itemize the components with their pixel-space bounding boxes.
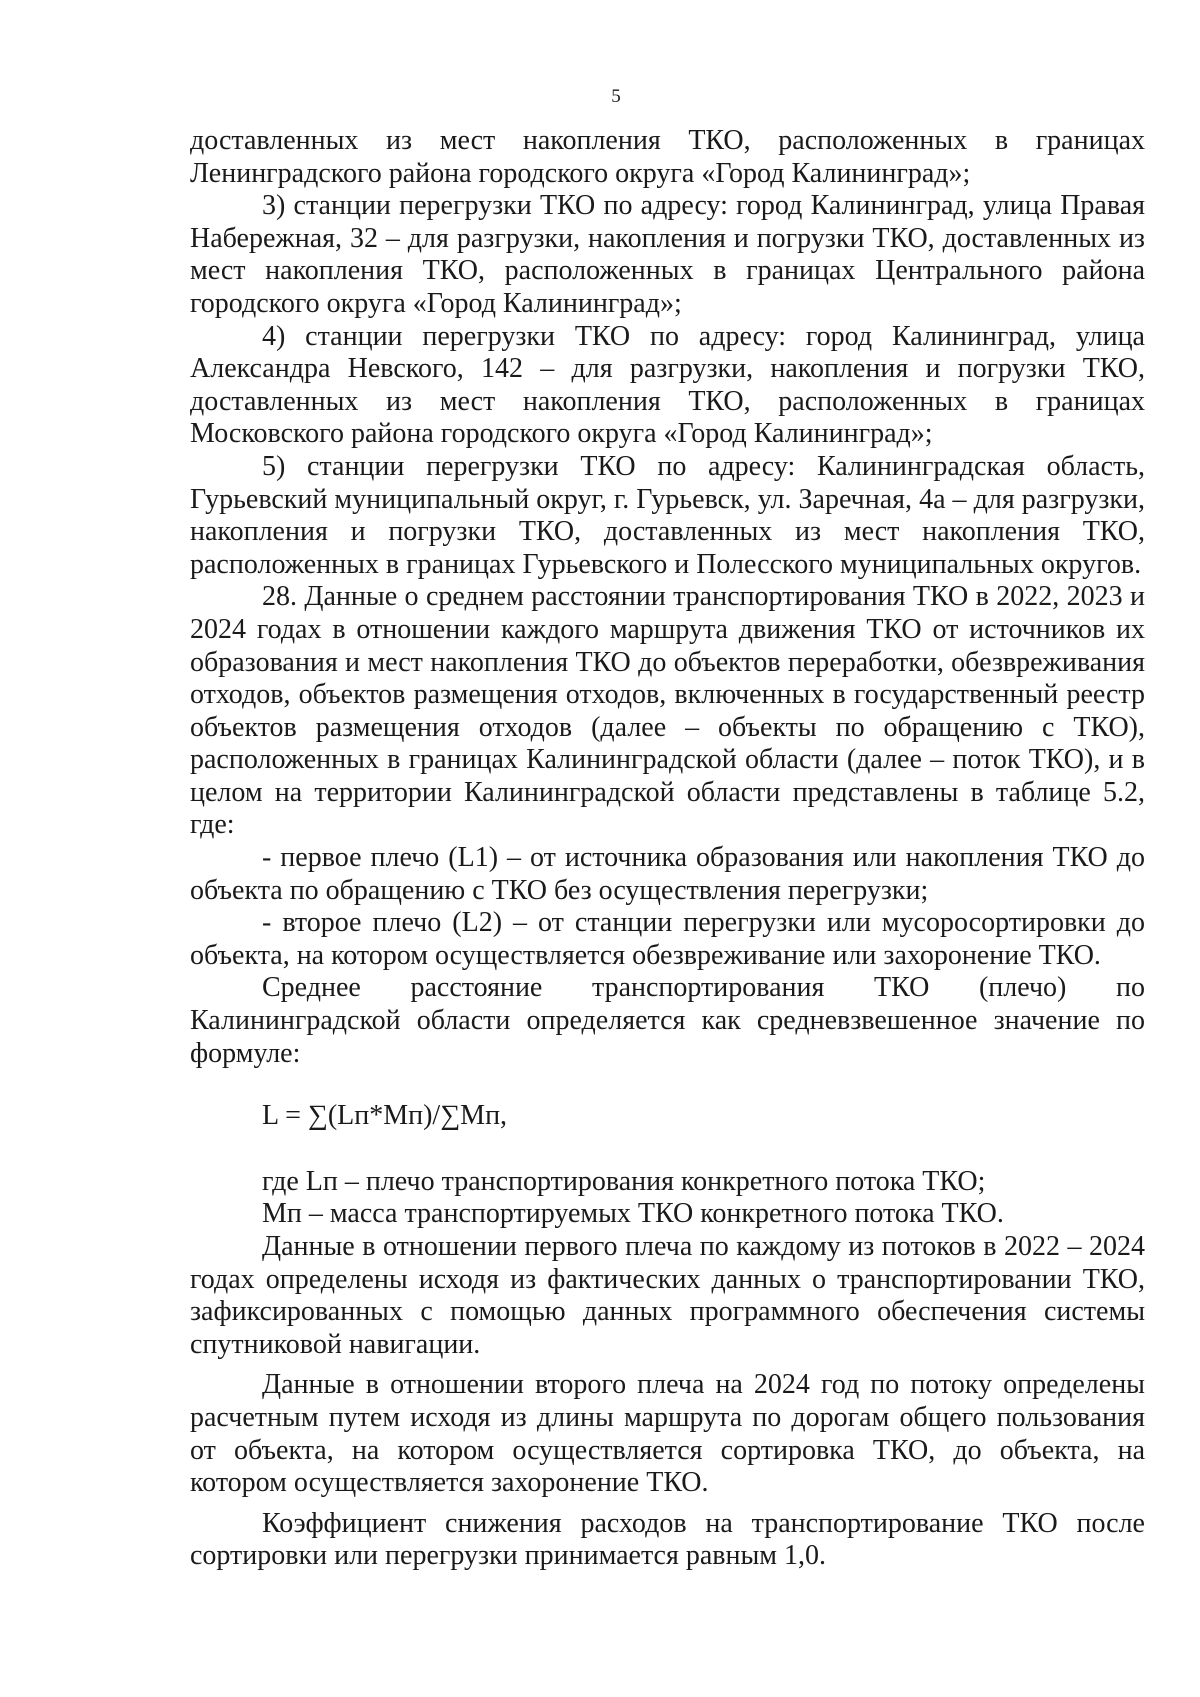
paragraph-coefficient: Коэффициент снижения расходов на транспортирование ТКО после сортировки или перегрузки принимается равным 1,0.: [190, 1507, 1145, 1572]
paragraph-where-mn: Мп – масса транспортируемых ТКО конкретного потока ТКО.: [262, 1198, 1004, 1230]
paragraph-second-leg: - второе плечо (L2) – от станции перегрузки или мусоросортировки до объекта, на котором осуществляется обезвреживание или захоронение ТКО.: [190, 907, 1145, 971]
paragraph-where-ln: где Lп – плечо транспортирования конкретного потока ТКО;: [262, 1165, 986, 1197]
paragraph-section-28: 28. Данные о среднем расстоянии транспортирования ТКО в 2022, 2023 и 2024 годах в отношении каждого маршрута движения ТКО от источников их образования и мест накопления ТКО до объектов переработки, обезвреживания отходов, объектов размещения отходов, включенных в государственный реестр объектов размещения отходов (далее – объекты по обращению с ТКО), расположенных в границах Калининградской области (далее – поток ТКО), и в целом на территории Калининградской области представлены в таблице 5.2, где:: [190, 581, 1145, 841]
paragraph-item-3: 3) станции перегрузки ТКО по адресу: город Калининград, улица Правая Набережная, 32 – для разгрузки, накопления и погрузки ТКО, доставленных из мест накопления ТКО, расположенных в границах Центрального района городского округа «Город Калининград»;: [190, 190, 1145, 319]
paragraph-first-leg: - первое плечо (L1) – от источника образования или накопления ТКО до объекта по обращению с ТКО без осуществления перегрузки;: [190, 842, 1145, 906]
paragraph-item-5: 5) станции перегрузки ТКО по адресу: Калининградская область, Гурьевский муниципальный округ, г. Гурьевск, ул. Заречная, 4а – для разгрузки, накопления и погрузки ТКО, доставленных из мест накопления ТКО, расположенных в границах Гурьевского и Полесского муниципальных округов.: [190, 450, 1145, 580]
paragraph-second-leg-data: Данные в отношении второго плеча на 2024 год по потоку определены расчетным путем исходя из длины маршрута по дорогам общего пользования от объекта, на котором осуществляется сортировка ТКО, до объекта, на котором осуществляется захоронение ТКО.: [190, 1369, 1145, 1499]
paragraph-first-leg-data: Данные в отношении первого плеча по каждому из потоков в 2022 – 2024 годах определены исходя из фактических данных о транспортировании ТКО, зафиксированных с помощью данных программного обеспечения системы спутниковой навигации.: [190, 1231, 1145, 1360]
document-body: [190, 125, 1145, 1573]
page-number: 5: [611, 86, 621, 107]
paragraph-item-4: 4) станции перегрузки ТКО по адресу: город Калининград, улица Александра Невского, 142 – для разгрузки, накопления и погрузки ТКО, доставленных из мест накопления ТКО, расположенных в границах Московского района городского округа «Город Калининград»;: [190, 320, 1145, 450]
formula: L = ∑(Lп*Мп)/∑Мп,: [262, 1100, 508, 1132]
paragraph-continuation: доставленных из мест накопления ТКО, расположенных в границах Ленинградского района городского округа «Город Калининград»;: [190, 125, 1145, 189]
paragraph-average-distance: Среднее расстояние транспортирования ТКО (плечо) по Калининградской области определяется как средневзвешенное значение по формуле:: [190, 972, 1145, 1069]
